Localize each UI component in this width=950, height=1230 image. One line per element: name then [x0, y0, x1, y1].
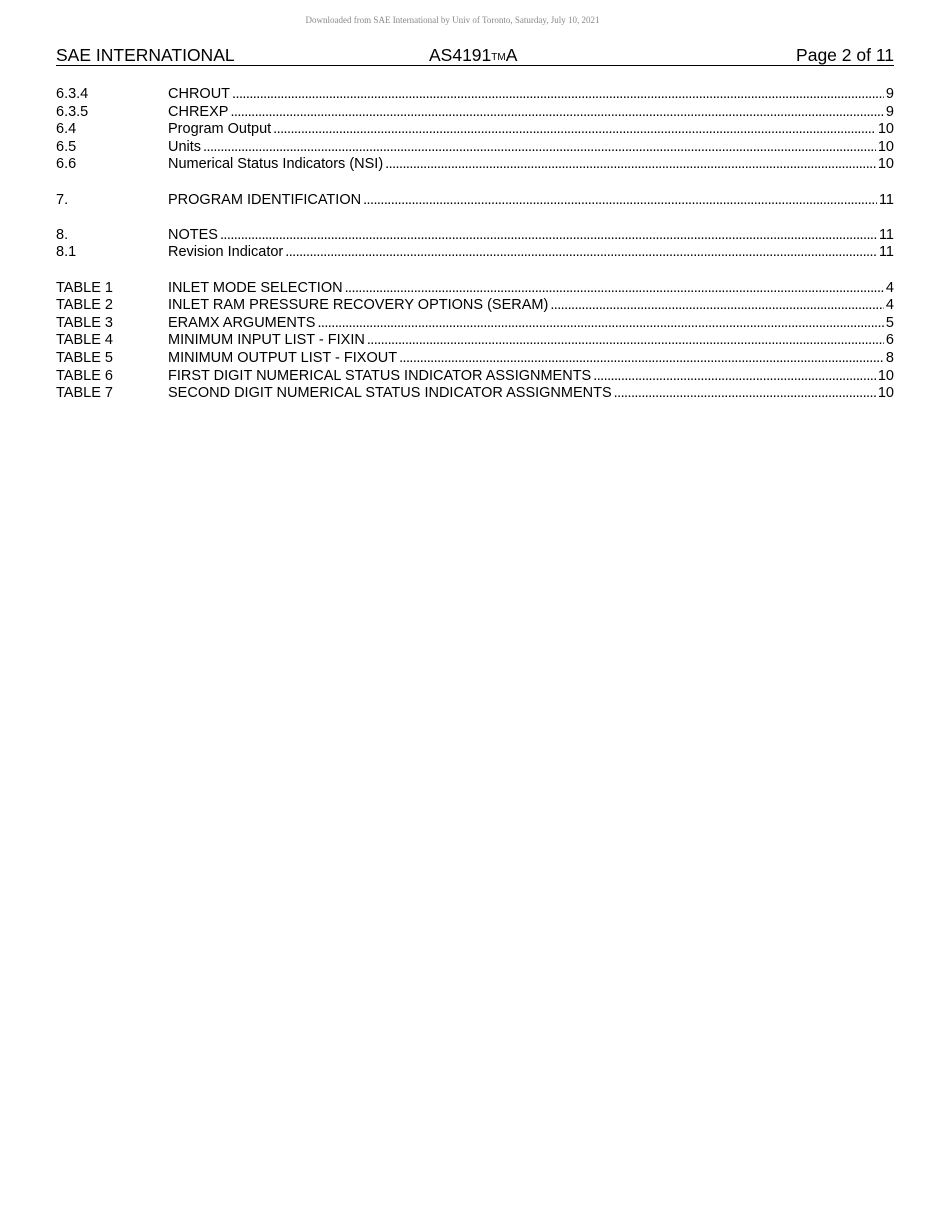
toc-entry-title: Units	[168, 138, 202, 155]
toc-entry-title: CHROUT	[168, 86, 231, 102]
trademark-symbol: TM	[491, 52, 506, 63]
toc-entry-title: FIRST DIGIT NUMERICAL STATUS INDICATOR ASSIGNMENTS	[168, 367, 592, 384]
toc-dot-leader	[273, 121, 876, 139]
toc-entry[interactable]	[56, 368, 894, 386]
toc-dot-leader	[363, 192, 877, 210]
toc-entry-page: 11	[878, 244, 894, 261]
toc-entry-number: 6.5	[56, 138, 77, 155]
toc-entry-page: 10	[877, 138, 894, 155]
toc-entry[interactable]	[56, 156, 894, 174]
toc-dot-leader	[285, 244, 877, 262]
toc-group-section-7	[56, 192, 894, 210]
document-number	[429, 45, 517, 66]
toc-entry-title: CHREXP	[168, 103, 229, 120]
toc-entry-title: INLET RAM PRESSURE RECOVERY OPTIONS (SERAM)	[168, 297, 549, 314]
download-watermark: Downloaded from SAE International by Univ of Toronto, Saturday, July 10, 2021	[305, 15, 600, 25]
table-of-contents	[56, 86, 894, 420]
toc-dot-leader	[317, 315, 883, 333]
toc-entry-page: 11	[878, 191, 894, 208]
toc-entry-number: TABLE 2	[56, 297, 113, 314]
toc-entry-number: TABLE 1	[56, 279, 113, 296]
toc-entry[interactable]	[56, 315, 894, 333]
toc-entry-number: 8.1	[56, 244, 77, 261]
toc-group-section-6	[56, 86, 894, 174]
toc-entry-title: ERAMX ARGUMENTS	[168, 314, 316, 331]
toc-entry-title: MINIMUM INPUT LIST - FIXIN	[168, 332, 365, 349]
toc-dot-leader	[203, 139, 876, 157]
toc-entry[interactable]	[56, 244, 894, 262]
toc-entry-number: 6.3.4	[56, 86, 89, 102]
toc-entry-title: SECOND DIGIT NUMERICAL STATUS INDICATOR ASSIGNMENTS	[168, 385, 612, 402]
toc-dot-leader	[345, 280, 884, 298]
toc-entry[interactable]	[56, 86, 894, 104]
toc-entry-page: 10	[877, 367, 894, 384]
toc-entry-page: 9	[885, 86, 894, 102]
toc-entry-number: 6.6	[56, 156, 77, 173]
toc-entry-title: NOTES	[168, 226, 218, 243]
toc-entry[interactable]	[56, 332, 894, 350]
toc-entry-page: 5	[885, 314, 894, 331]
toc-dot-leader	[367, 332, 884, 350]
page-number: Page 2 of 11	[796, 45, 894, 65]
toc-entry-number: TABLE 3	[56, 314, 113, 331]
toc-entry-number: 6.3.5	[56, 103, 89, 120]
toc-entry[interactable]	[56, 350, 894, 368]
toc-group-section-8	[56, 227, 894, 262]
toc-entry-title: Revision Indicator	[168, 244, 284, 261]
toc-dot-leader	[385, 156, 876, 174]
toc-entry-number: TABLE 6	[56, 367, 113, 384]
toc-entry[interactable]	[56, 280, 894, 298]
publisher-name: SAE INTERNATIONAL	[56, 45, 235, 65]
toc-entry-number: 7.	[56, 191, 69, 208]
toc-entry-page: 6	[885, 332, 894, 349]
toc-entry-page: 11	[878, 226, 894, 243]
toc-dot-leader	[614, 385, 876, 403]
toc-entry-number: 6.4	[56, 121, 77, 138]
toc-dot-leader	[550, 297, 884, 315]
toc-entry-page: 10	[877, 121, 894, 138]
toc-entry[interactable]	[56, 192, 894, 210]
toc-entry-page: 10	[877, 156, 894, 173]
toc-entry-title: PROGRAM IDENTIFICATION	[168, 191, 362, 208]
toc-entry[interactable]	[56, 297, 894, 315]
toc-entry-page: 10	[877, 385, 894, 402]
toc-entry-title: MINIMUM OUTPUT LIST - FIXOUT	[168, 349, 398, 366]
document-number-main: AS4191	[429, 45, 492, 65]
toc-entry[interactable]	[56, 227, 894, 245]
toc-entry-page: 4	[885, 297, 894, 314]
toc-entry-number: 8.	[56, 226, 69, 243]
toc-dot-leader	[232, 86, 884, 104]
toc-entry-page: 4	[885, 279, 894, 296]
toc-entry-number: TABLE 4	[56, 332, 113, 349]
toc-dot-leader	[230, 104, 883, 122]
toc-dot-leader	[220, 227, 877, 245]
toc-entry-title: INLET MODE SELECTION	[168, 279, 343, 296]
document-number-suffix: A	[505, 45, 518, 65]
toc-entry[interactable]	[56, 104, 894, 122]
toc-dot-leader	[593, 368, 876, 386]
toc-entry-title: Program Output	[168, 121, 272, 138]
toc-entry-number: TABLE 5	[56, 349, 113, 366]
toc-entry[interactable]	[56, 385, 894, 403]
toc-entry-number: TABLE 7	[56, 385, 113, 402]
toc-entry-page: 9	[885, 103, 894, 120]
toc-entry[interactable]	[56, 139, 894, 157]
toc-group-tables	[56, 280, 894, 403]
toc-entry-title: Numerical Status Indicators (NSI)	[168, 156, 384, 173]
page-header	[56, 44, 894, 66]
toc-dot-leader	[399, 350, 884, 368]
toc-entry-page: 8	[885, 349, 894, 366]
toc-entry[interactable]	[56, 121, 894, 139]
